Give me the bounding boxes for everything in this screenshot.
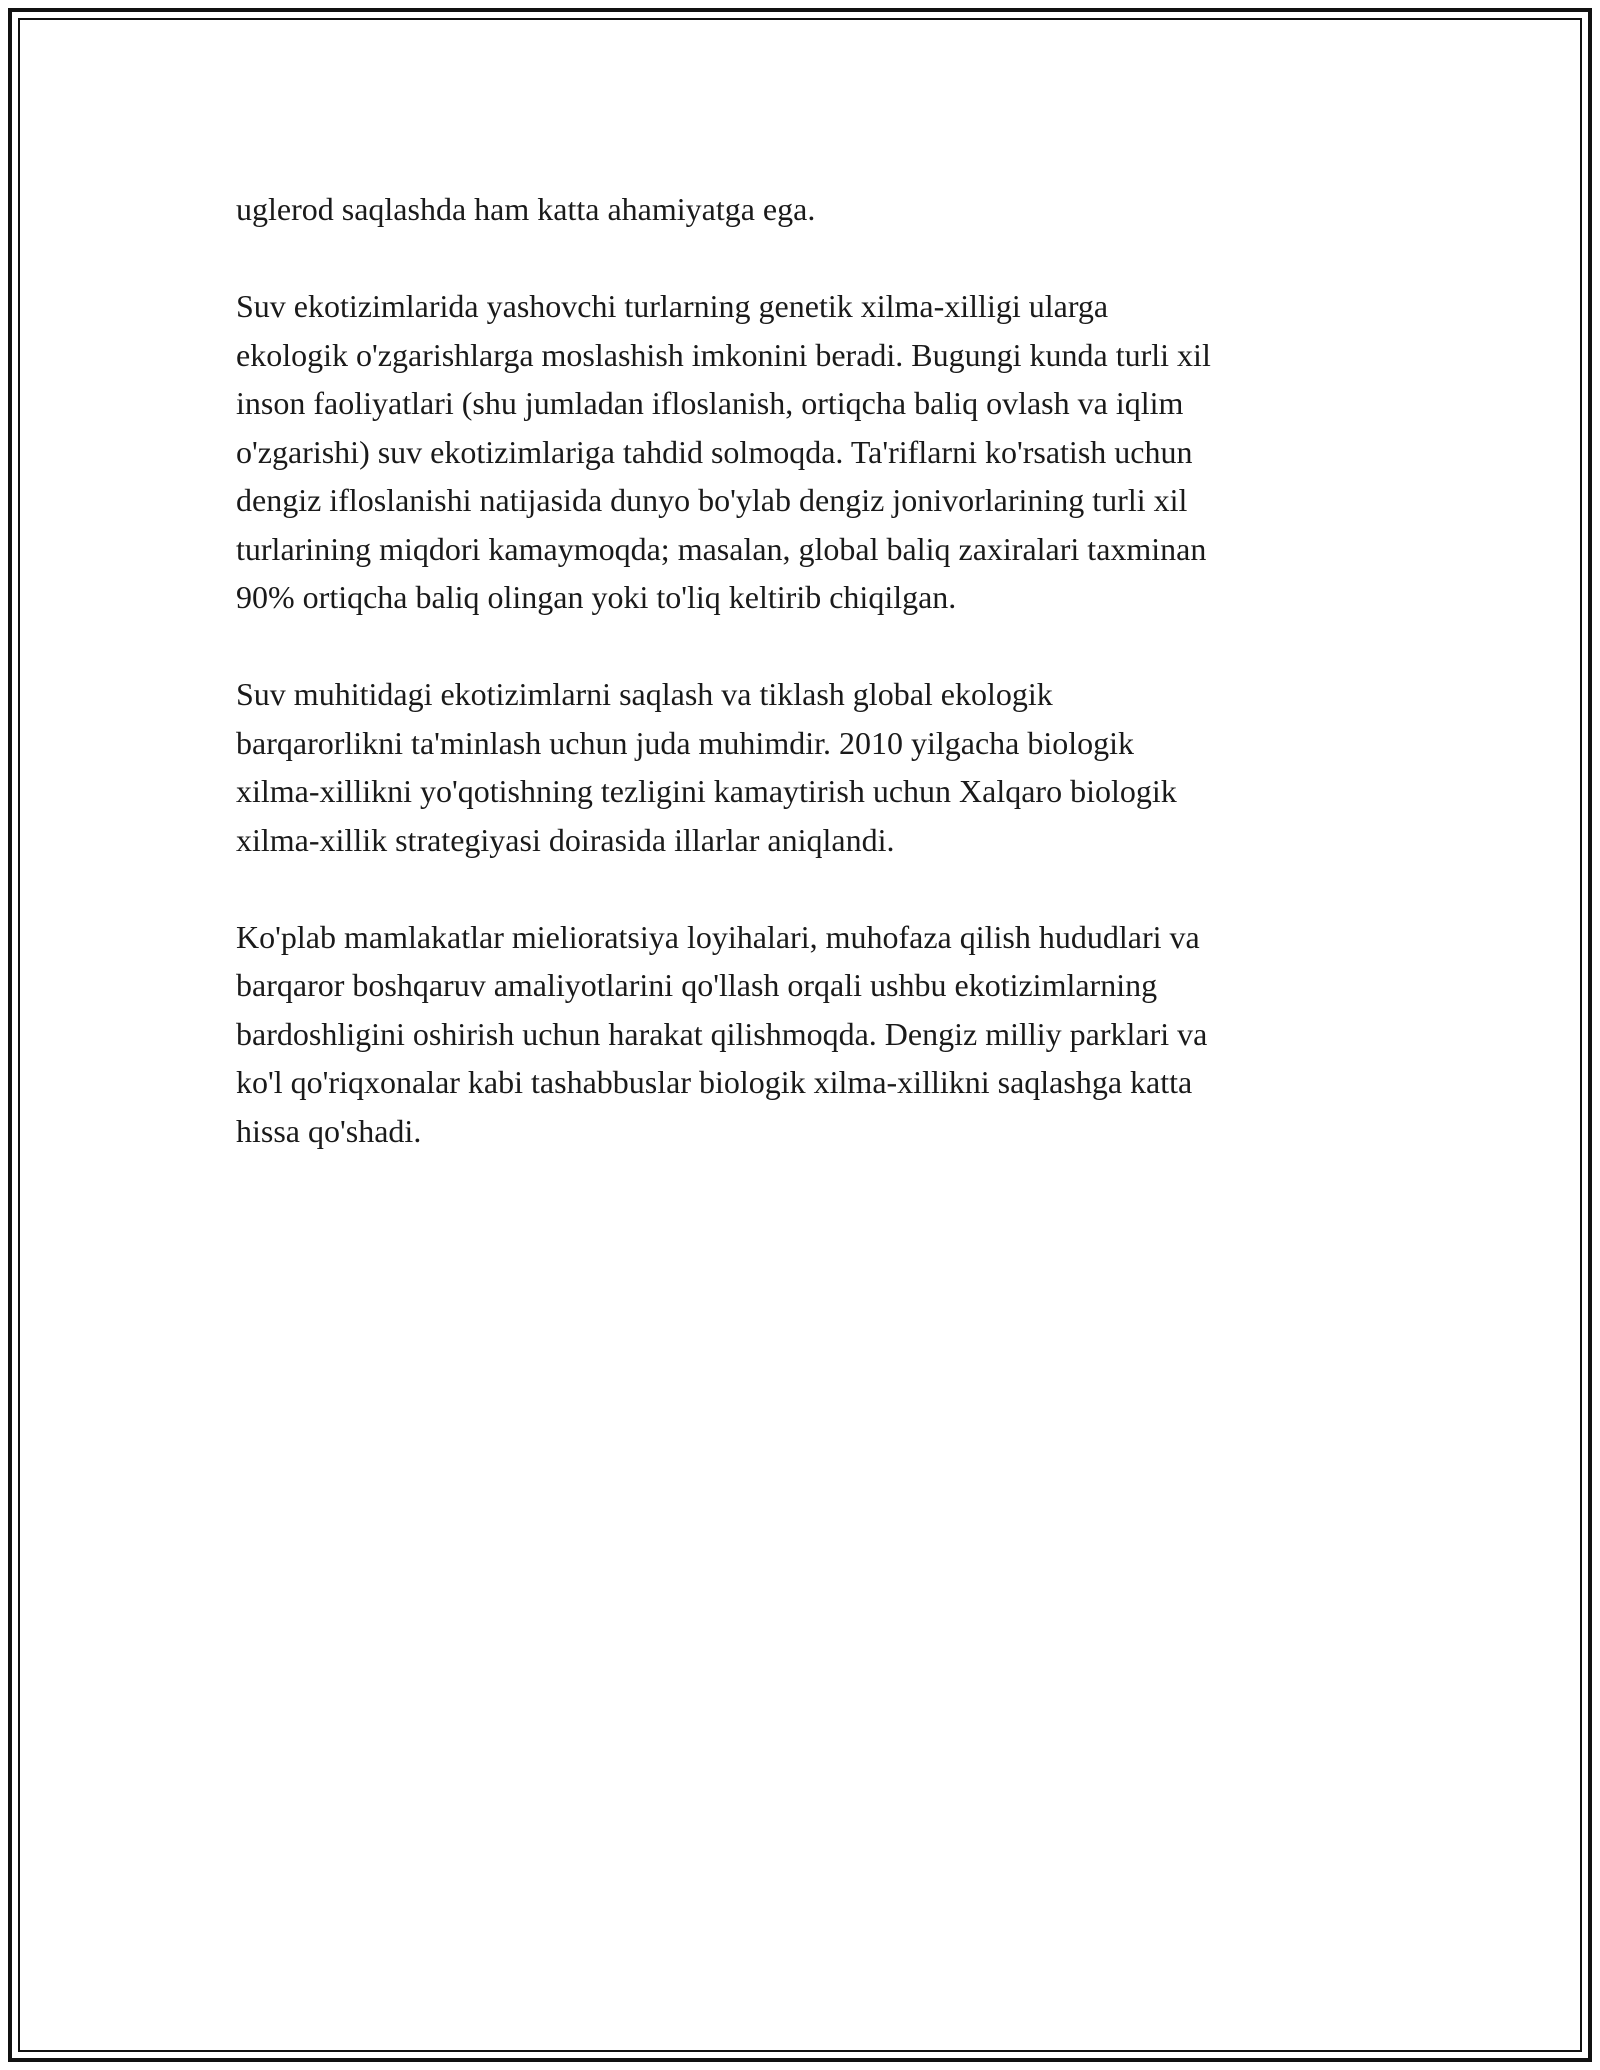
text-line: Ko'plab mamlakatlar mielioratsiya loyihalari, muhofaza qilish hududlari va — [236, 918, 1200, 955]
text-line: ko'l qo'riqxonalar kabi tashabbuslar biologik xilma-xillikni saqlashga katta — [236, 1064, 1193, 1100]
text-line: ekologik o'zgarishlarga moslashish imkonini beradi. Bugungi kunda turli xil — [236, 336, 1211, 373]
document-body — [236, 185, 1376, 1204]
paragraph-4 — [236, 913, 1376, 1156]
text-line: dengiz ifloslanishi natijasida dunyo bo'ylab dengiz jonivorlarining turli xil — [236, 482, 1188, 518]
text-line: barqarorlikni ta'minlash uchun juda muhimdir. 2010 yilgacha biologik — [236, 724, 1135, 761]
text-line: 90% ortiqcha baliq olingan yoki to'liq keltirib chiqilgan. — [236, 579, 957, 615]
paragraph-1 — [236, 185, 1376, 234]
text-line: turlarining miqdori kamaymoqda; masalan, global baliq zaxiralari taxminan — [236, 530, 1207, 567]
text-line: o'zgarishi) suv ekotizimlariga tahdid solmoqda. Ta'riflarni ko'rsatish uchun — [236, 433, 1193, 470]
text-line: uglerod saqlashda ham katta ahamiyatga ega. — [236, 191, 816, 227]
paragraph-3 — [236, 670, 1376, 864]
text-line: inson faoliyatlari (shu jumladan ifloslanish, ortiqcha baliq ovlash va iqlim — [236, 385, 1184, 421]
text-line: Suv muhitidagi ekotizimlarni saqlash va tiklash global ekologik — [236, 676, 1053, 712]
paragraph-2 — [236, 282, 1376, 622]
text-line: bardoshligini oshirish uchun harakat qilishmoqda. Dengiz milliy parklari va — [236, 1015, 1208, 1052]
text-line: barqaror boshqaruv amaliyotlarini qo'llash orqali ushbu ekotizimlarning — [236, 967, 1158, 1003]
text-line: xilma-xillik strategiyasi doirasida illarlar aniqlandi. — [236, 821, 895, 858]
text-line: hissa qo'shadi. — [236, 1112, 422, 1149]
text-line: xilma-xillikni yo'qotishning tezligini kamaytirish uchun Xalqaro biologik — [236, 773, 1177, 809]
text-line: Suv ekotizimlarida yashovchi turlarning genetik xilma-xilligi ularga — [236, 288, 1109, 324]
